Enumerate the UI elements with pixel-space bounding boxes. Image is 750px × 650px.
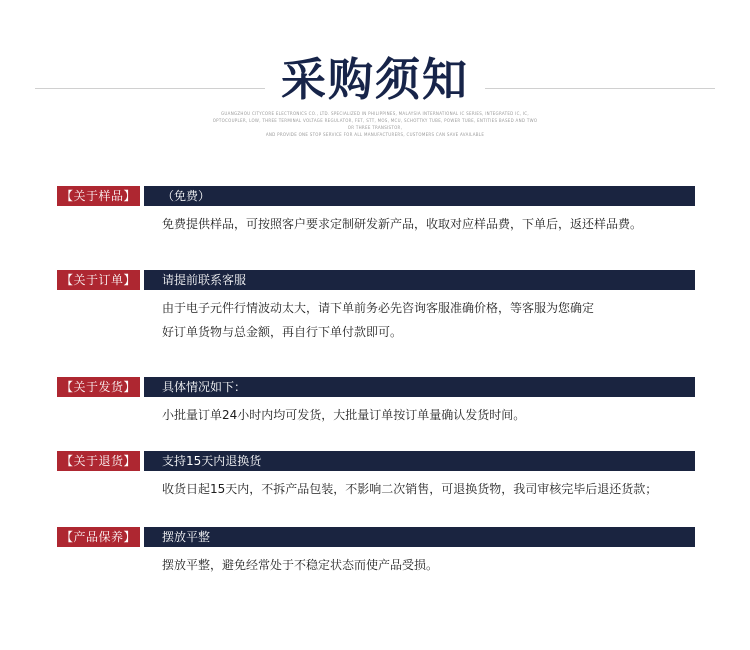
section-body xyxy=(162,212,695,236)
header-divider-right xyxy=(485,88,715,89)
header-subtitle xyxy=(210,110,540,138)
section-headline: 支持15天内退换货 xyxy=(144,451,695,471)
section-text-line: 好订单货物与总金额，再自行下单付款即可。 xyxy=(162,325,403,339)
section-body xyxy=(162,296,695,344)
subtitle-line: AND PROVIDE ONE STOP SERVICE FOR ALL MANUFACTURERS, CUSTOMERS CAN SAVE AVAILABLE xyxy=(265,132,485,137)
subtitle-line: GUANGZHOU CITYCORE ELECTRONICS CO., LTD. SPECIALIZED IN PHILIPPINES, MALAYSIA INTERNATIONAL IC SERIES, INTEGRATED IC, IC, xyxy=(221,111,529,116)
section-headline: 摆放平整 xyxy=(144,527,695,547)
subtitle-line: OPTOCOUPLER, LOW, THREE TERMINAL VOLTAGE REGULATOR, FET, STT, MOS, MCU, SCHOTTKY TUBE, POWER TUBE, ENTITIES BASED AND TWO OR THREE TRANSISTOR, xyxy=(212,118,538,130)
section-headline: （免费） xyxy=(144,186,695,206)
page-header xyxy=(0,0,750,140)
section-text-line: 免费提供样品，可按照客户要求定制研发新产品，收取对应样品费，下单后，返还样品费。 xyxy=(162,217,643,231)
section-text-line: 小批量订单24小时内均可发货，大批量订单按订单量确认发货时间。 xyxy=(162,408,526,422)
section-body xyxy=(162,553,695,577)
section-samples xyxy=(57,186,695,236)
section-body xyxy=(162,477,695,501)
section-label: 【产品保养】 xyxy=(57,527,140,547)
section-header-bar xyxy=(57,527,695,547)
section-text-line: 由于电子元件行情波动太大，请下单前务必先咨询客服准确价格，等客服为您确定 xyxy=(162,301,595,315)
section-headline: 具体情况如下： xyxy=(144,377,695,397)
section-orders xyxy=(57,270,695,344)
section-label: 【关于发货】 xyxy=(57,377,140,397)
section-header-bar xyxy=(57,377,695,397)
section-body xyxy=(162,403,695,427)
section-returns xyxy=(57,451,695,501)
section-label: 【关于退货】 xyxy=(57,451,140,471)
section-text-line: 收货日起15天内，不拆产品包装，不影响二次销售，可退换货物，我司审核完毕后退还货款； xyxy=(162,482,658,496)
section-header-bar xyxy=(57,270,695,290)
section-headline: 请提前联系客服 xyxy=(144,270,695,290)
section-maintenance xyxy=(57,527,695,577)
section-header-bar xyxy=(57,451,695,471)
section-text-line: 摆放平整，避免经常处于不稳定状态而使产品受损。 xyxy=(162,558,439,572)
section-label: 【关于订单】 xyxy=(57,270,140,290)
section-header-bar xyxy=(57,186,695,206)
section-label: 【关于样品】 xyxy=(57,186,140,206)
section-shipping xyxy=(57,377,695,427)
page-title: 采购须知 xyxy=(280,53,469,106)
